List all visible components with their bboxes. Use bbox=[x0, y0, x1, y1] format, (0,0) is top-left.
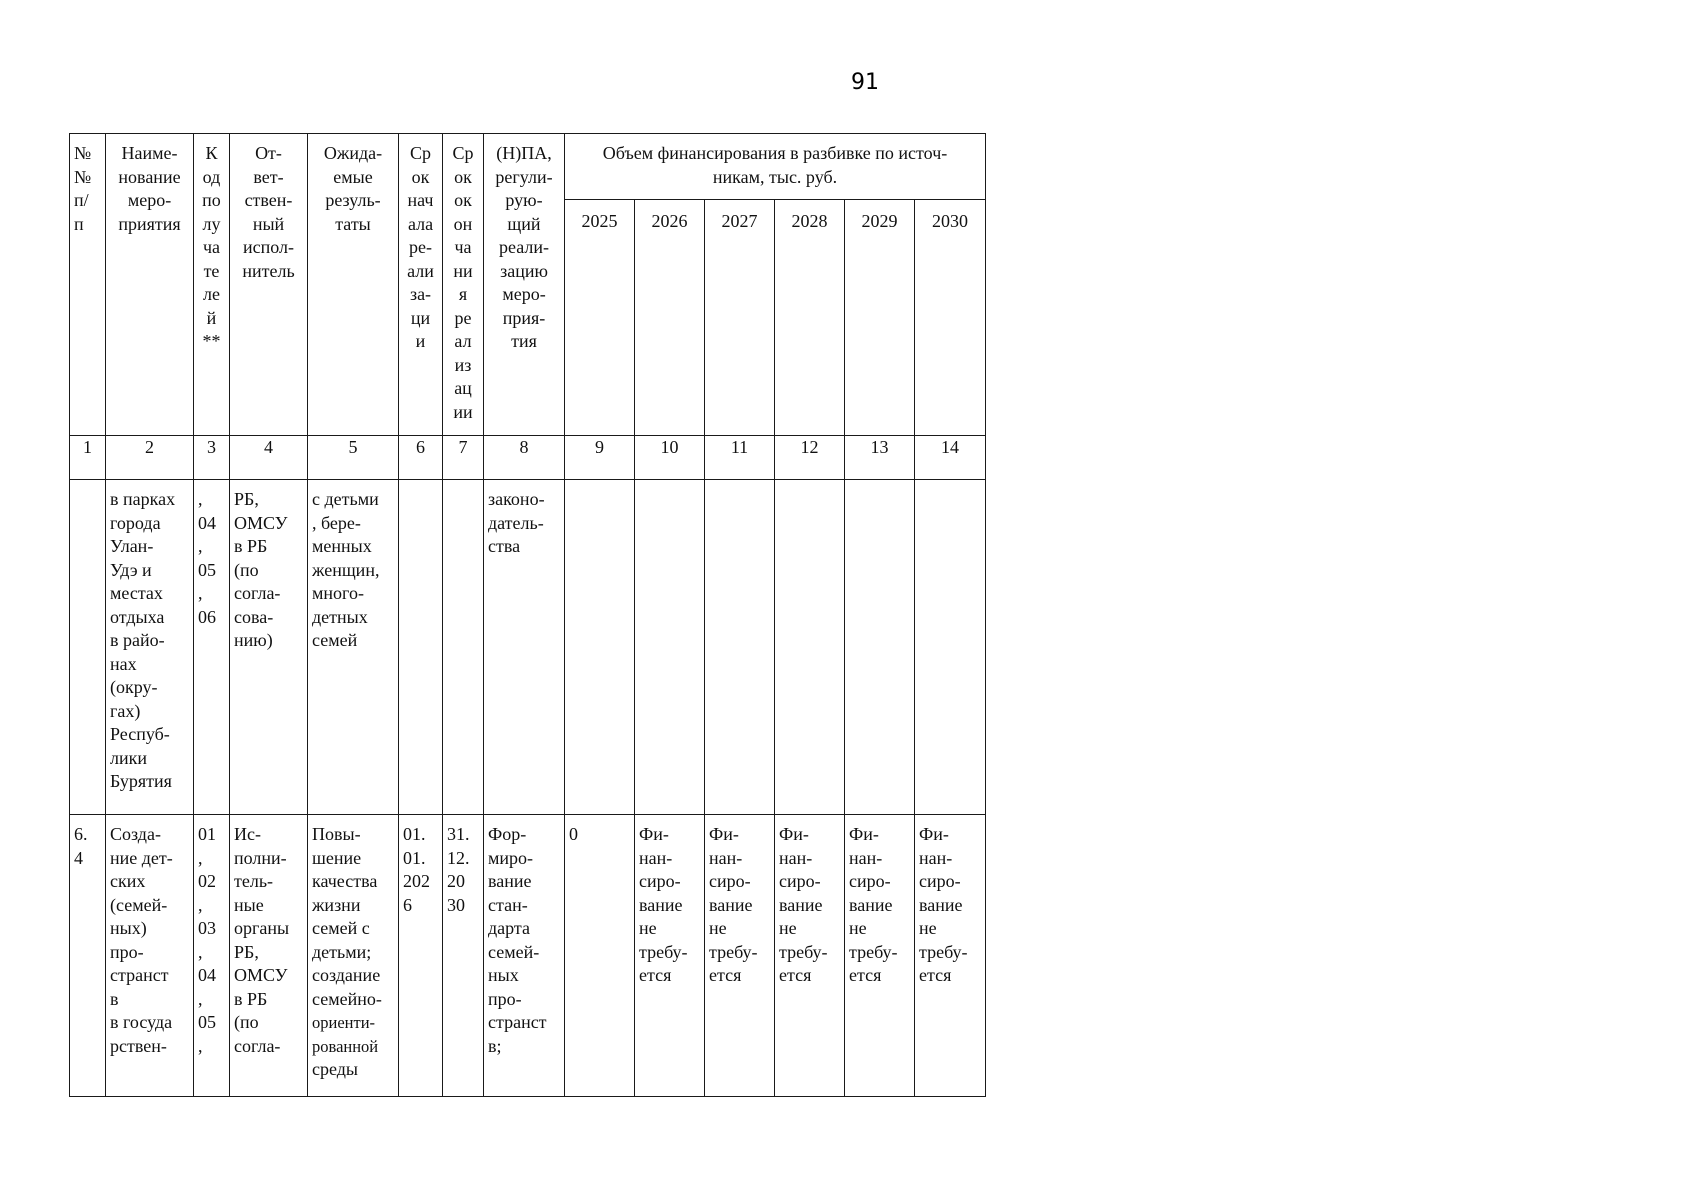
cell-number: 6. 4 bbox=[70, 815, 106, 1097]
cell-funding bbox=[775, 480, 845, 815]
cell-recipient-code: , 04 , 05 , 06 bbox=[194, 480, 230, 815]
cell-legal-act: Фор- миро- вание стан- дарта семей- ных про- странст в; bbox=[484, 815, 565, 1097]
cell-end-date bbox=[443, 480, 484, 815]
cell-start-date bbox=[399, 480, 443, 815]
header-year: 2030 bbox=[915, 200, 986, 436]
column-number-row bbox=[70, 436, 986, 480]
column-number: 6 bbox=[399, 436, 443, 480]
cell-expected-results-end: среды bbox=[312, 1059, 358, 1079]
column-number: 10 bbox=[635, 436, 705, 480]
column-number: 5 bbox=[308, 436, 399, 480]
cell-legal-act: законо- датель- ства bbox=[484, 480, 565, 815]
cell-funding: Фи- нан- сиро- вание не требу- ется bbox=[915, 815, 986, 1097]
cell-start-date: 01. 01. 202 6 bbox=[399, 815, 443, 1097]
header-legal-act: (Н)ПА, регули- рую- щий реали- зацию меро- прия- тия bbox=[484, 134, 565, 436]
financing-table bbox=[69, 133, 986, 1097]
cell-funding bbox=[845, 480, 915, 815]
cell-number bbox=[70, 480, 106, 815]
cell-funding: Фи- нан- сиро- вание не требу- ется bbox=[635, 815, 705, 1097]
cell-event-name: в парках города Улан- Удэ и местах отдыха в райо- нах (окру- гах) Респуб- лики Бурятия bbox=[106, 480, 194, 815]
cell-expected-results: с детьми , бере- менных женщин, много- детных семей bbox=[308, 480, 399, 815]
cell-executor: РБ, ОМСУ в РБ (по согла- сова- нию) bbox=[230, 480, 308, 815]
header-number: № № п/ п bbox=[70, 134, 106, 436]
table-row bbox=[70, 815, 986, 1097]
cell-funding: 0 bbox=[565, 815, 635, 1097]
header-expected-results: Ожида- емые резуль- таты bbox=[308, 134, 399, 436]
cell-funding: Фи- нан- сиро- вание не требу- ется bbox=[705, 815, 775, 1097]
header-year: 2025 bbox=[565, 200, 635, 436]
header-funding: Объем финансирования в разбивке по источ- никам, тыс. руб. bbox=[565, 134, 986, 200]
header-event-name: Наиме- нование меро- приятия bbox=[106, 134, 194, 436]
header-year: 2027 bbox=[705, 200, 775, 436]
cell-funding: Фи- нан- сиро- вание не требу- ется bbox=[775, 815, 845, 1097]
header-end-date: Ср ок ок он ча ни я ре ал из ац ии bbox=[443, 134, 484, 436]
column-number: 1 bbox=[70, 436, 106, 480]
page-number: 91 bbox=[851, 70, 879, 95]
header-recipient-code: К од по лу ча те ле й ** bbox=[194, 134, 230, 436]
column-number: 7 bbox=[443, 436, 484, 480]
column-number: 13 bbox=[845, 436, 915, 480]
cell-funding bbox=[635, 480, 705, 815]
cell-recipient-code: 01 , 02 , 03 , 04 , 05 , bbox=[194, 815, 230, 1097]
cell-event-name: Созда- ние дет- ских (семей- ных) про- странст в в госуда рствен- bbox=[106, 815, 194, 1097]
column-number: 11 bbox=[705, 436, 775, 480]
cell-funding bbox=[705, 480, 775, 815]
cell-expected-results-main: Повы- шение качества жизни семей с детьми; создание семейно- bbox=[312, 824, 382, 1009]
column-number: 14 bbox=[915, 436, 986, 480]
column-number: 9 bbox=[565, 436, 635, 480]
header-year: 2028 bbox=[775, 200, 845, 436]
header-year: 2026 bbox=[635, 200, 705, 436]
column-number: 8 bbox=[484, 436, 565, 480]
column-number: 2 bbox=[106, 436, 194, 480]
cell-executor: Ис- полни- тель- ные органы РБ, ОМСУ в РБ (по согла- bbox=[230, 815, 308, 1097]
cell-expected-results bbox=[308, 815, 399, 1097]
cell-funding bbox=[565, 480, 635, 815]
column-number: 12 bbox=[775, 436, 845, 480]
cell-funding bbox=[915, 480, 986, 815]
header-row bbox=[70, 134, 986, 200]
header-executor: От- вет- ствен- ный испол- нитель bbox=[230, 134, 308, 436]
cell-end-date: 31. 12. 20 30 bbox=[443, 815, 484, 1097]
column-number: 3 bbox=[194, 436, 230, 480]
cell-funding: Фи- нан- сиро- вание не требу- ется bbox=[845, 815, 915, 1097]
header-start-date: Ср ок нач ала ре- али за- ци и bbox=[399, 134, 443, 436]
column-number: 4 bbox=[230, 436, 308, 480]
cell-expected-results-small: ориенти- рованной bbox=[312, 1013, 379, 1056]
table-row bbox=[70, 480, 986, 815]
header-year: 2029 bbox=[845, 200, 915, 436]
